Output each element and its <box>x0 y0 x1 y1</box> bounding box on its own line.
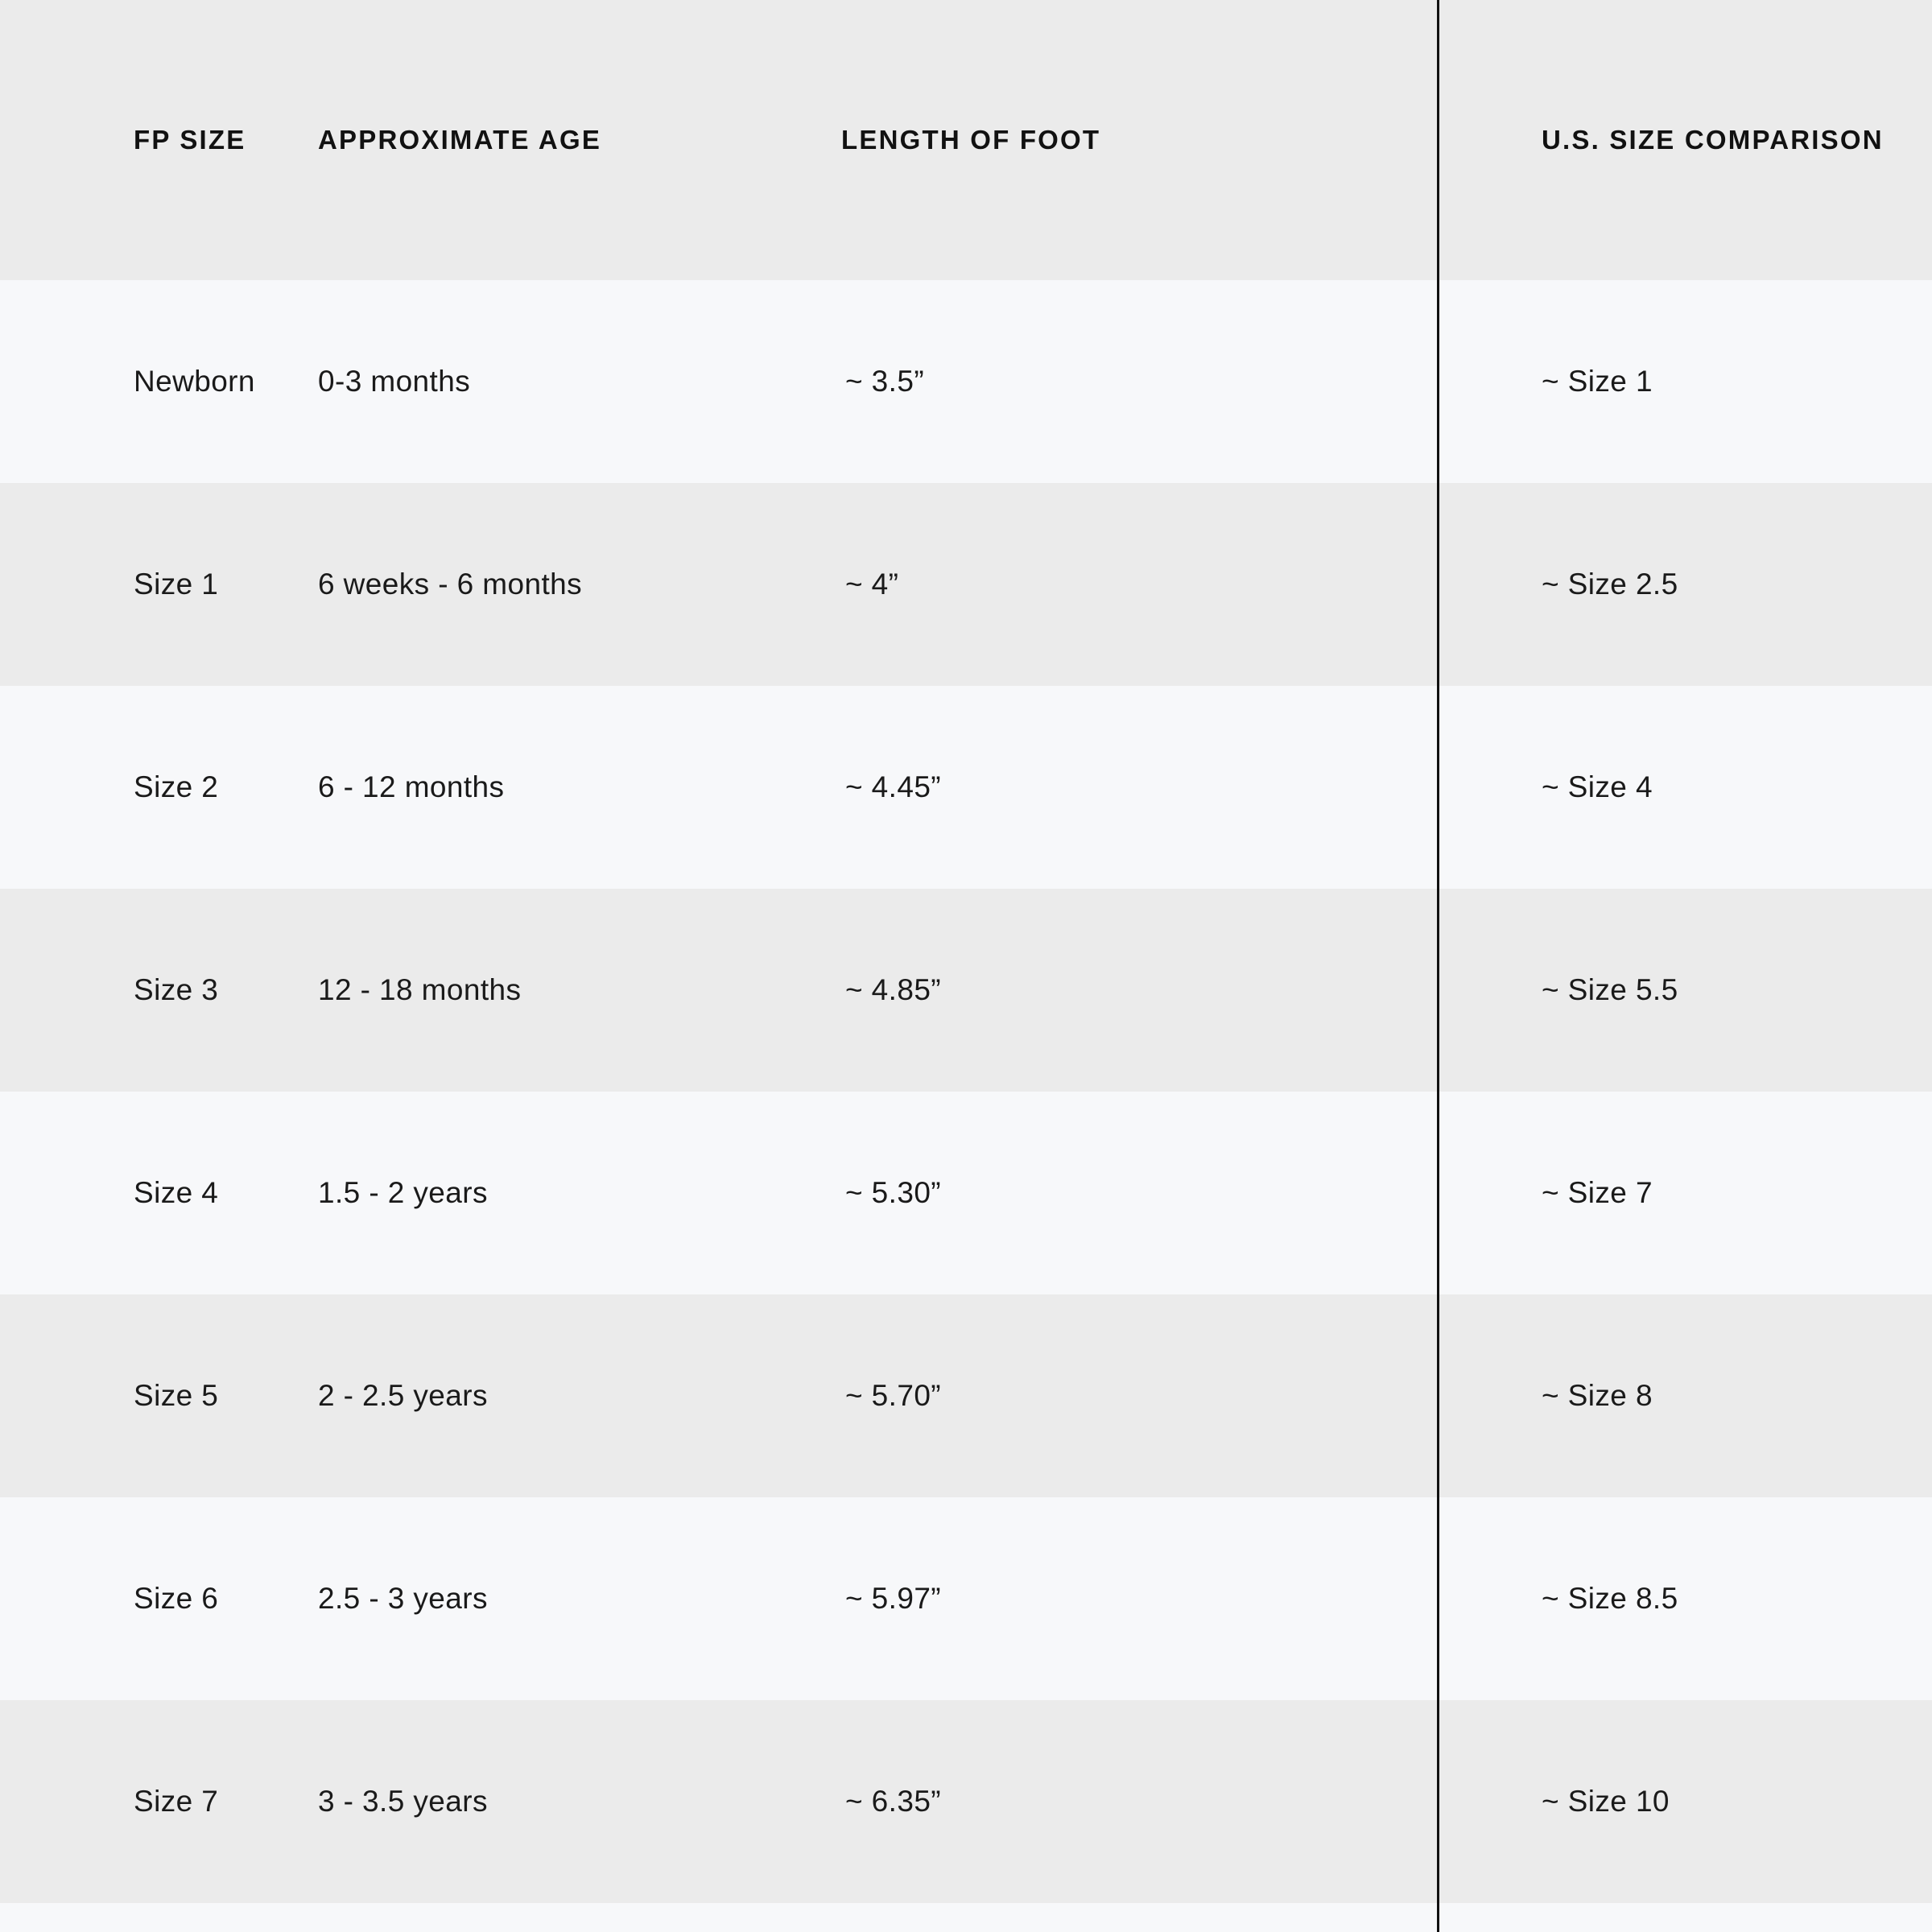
cell-fp-size: Size 5 <box>134 1378 219 1412</box>
cell-approximate-age: 2 - 2.5 years <box>318 1378 488 1412</box>
column-header-fp-size: FP SIZE <box>134 124 246 155</box>
table-row <box>0 889 1932 1092</box>
cell-us-size-comparison: ~ Size 4 <box>1542 770 1653 803</box>
cell-length-of-foot: ~ 6.35” <box>845 1784 942 1818</box>
column-header-us-size-comparison: U.S. SIZE COMPARISON <box>1542 124 1884 155</box>
cell-approximate-age: 0-3 months <box>318 364 471 398</box>
cell-approximate-age: 2.5 - 3 years <box>318 1581 488 1615</box>
table-row <box>0 1294 1932 1497</box>
cell-fp-size: Newborn <box>134 364 255 398</box>
cell-fp-size: Size 4 <box>134 1175 219 1209</box>
cell-length-of-foot: ~ 5.30” <box>845 1175 942 1209</box>
cell-fp-size: Size 3 <box>134 972 219 1006</box>
table-body <box>0 280 1932 1903</box>
cell-approximate-age: 12 - 18 months <box>318 972 522 1006</box>
table-row <box>0 1700 1932 1903</box>
cell-approximate-age: 6 - 12 months <box>318 770 505 803</box>
cell-us-size-comparison: ~ Size 10 <box>1542 1784 1670 1818</box>
column-header-approximate-age: APPROXIMATE AGE <box>318 124 602 155</box>
cell-length-of-foot: ~ 5.70” <box>845 1378 942 1412</box>
cell-us-size-comparison: ~ Size 5.5 <box>1542 972 1678 1006</box>
cell-fp-size: Size 7 <box>134 1784 219 1818</box>
cell-approximate-age: 6 weeks - 6 months <box>318 567 583 601</box>
table-row <box>0 280 1932 483</box>
table-row <box>0 483 1932 686</box>
cell-fp-size: Size 6 <box>134 1581 219 1615</box>
cell-us-size-comparison: ~ Size 8.5 <box>1542 1581 1678 1615</box>
cell-length-of-foot: ~ 4.45” <box>845 770 942 803</box>
table-header-row <box>0 0 1932 280</box>
table-row <box>0 1092 1932 1294</box>
table-row <box>0 686 1932 889</box>
cell-us-size-comparison: ~ Size 8 <box>1542 1378 1653 1412</box>
cell-us-size-comparison: ~ Size 1 <box>1542 364 1653 398</box>
column-divider-line <box>1437 0 1439 1932</box>
cell-length-of-foot: ~ 4” <box>845 567 899 601</box>
cell-length-of-foot: ~ 4.85” <box>845 972 942 1006</box>
cell-approximate-age: 3 - 3.5 years <box>318 1784 488 1818</box>
cell-fp-size: Size 2 <box>134 770 219 803</box>
cell-length-of-foot: ~ 5.97” <box>845 1581 942 1615</box>
table-row <box>0 1497 1932 1700</box>
cell-fp-size: Size 1 <box>134 567 219 601</box>
column-header-length-of-foot: LENGTH OF FOOT <box>841 124 1101 155</box>
cell-us-size-comparison: ~ Size 2.5 <box>1542 567 1678 601</box>
cell-us-size-comparison: ~ Size 7 <box>1542 1175 1653 1209</box>
cell-length-of-foot: ~ 3.5” <box>845 364 925 398</box>
cell-approximate-age: 1.5 - 2 years <box>318 1175 488 1209</box>
table-header <box>0 0 1932 280</box>
